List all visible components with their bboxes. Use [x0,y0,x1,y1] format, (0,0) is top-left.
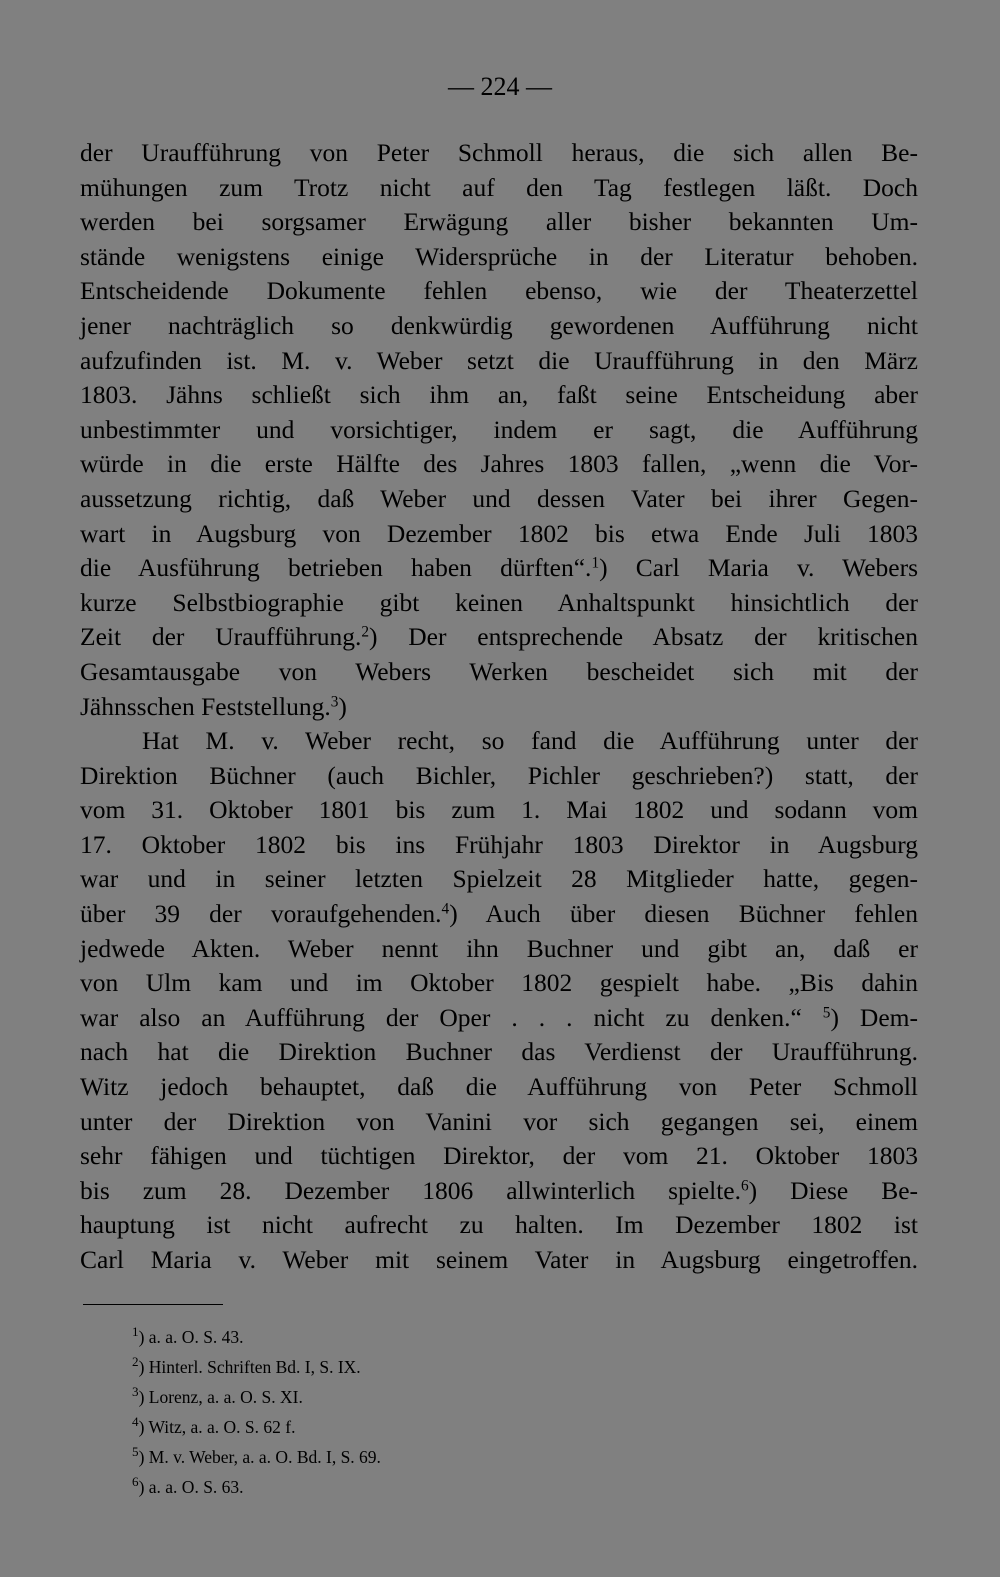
text-line [80,274,918,309]
text-line-continuation: ) Diese Be- [748,1175,919,1205]
text-line [80,828,918,863]
text-line-content: 17. Oktober 1802 bis ins Frühjahr 1803 Direktor in Augsburg [80,829,918,859]
footnote-text: ) a. a. O. S. 43. [138,1327,244,1347]
footnote-reference: 2 [361,623,369,641]
text-line [80,1208,918,1243]
text-line-content: 1803. Jähns schließt sich ihm an, faßt seine Entscheidung aber [80,380,918,410]
footnote-text: ) Lorenz, a. a. O. S. XI. [138,1387,303,1407]
footnote-reference: 1 [591,554,600,572]
body-text [80,136,918,1278]
text-line [80,240,918,275]
footnote-mark: 4 [132,1413,139,1429]
text-line [80,551,918,586]
text-line-content: Carl Maria v. Weber mit seinem Vater in Augsburg eingetroffen. [80,1245,918,1274]
footnote-reference: 5 [822,1004,831,1022]
text-line-content: Witz jedoch behauptet, daß die Aufführung von Peter Schmoll [80,1072,918,1102]
footnote-mark: 2 [132,1353,139,1369]
text-line [80,1035,918,1070]
footnote-mark: 5 [132,1443,139,1459]
text-line-content: von Ulm kam und im Oktober 1802 gespielt habe. „Bis dahin [80,968,918,998]
text-line-content: Zeit der Uraufführung. [80,622,362,652]
text-line-content: unter der Direktion von Vanini vor sich gegangen sei, einem [80,1106,918,1136]
text-line-content: sehr fähigen und tüchtigen Direktor, der vom 21. Oktober 1803 [80,1141,918,1171]
text-line-content: über 39 der voraufgehenden. [80,899,442,929]
footnote-reference: 3 [330,693,339,711]
text-line [80,655,918,690]
text-line [80,1139,918,1174]
text-line [80,517,918,552]
text-line-content: Entscheidende Dokumente fehlen ebenso, wie der Theaterzettel [80,276,918,306]
footnote-mark: 1 [132,1323,139,1339]
footnote [132,1352,381,1382]
text-line-content: stände wenigstens einige Widersprüche in der Literatur behoben. [80,241,918,271]
text-line-content: Hat M. v. Weber recht, so fand die Aufführung unter der [142,726,918,756]
text-line [80,966,918,1001]
text-line-content: jener nachträglich so denkwürdig gewordenen Aufführung nicht [80,310,918,340]
text-line [80,759,918,794]
footnote [132,1442,381,1472]
text-line [80,793,918,828]
footnote [132,1412,381,1442]
footnote-reference: 4 [441,900,450,918]
footnote-mark: 6 [132,1473,139,1489]
text-line-content: Gesamtausgabe von Webers Werken bescheidet sich mit der [80,656,918,686]
footnote [132,1382,381,1412]
text-line-continuation: ) Dem- [830,1002,918,1032]
text-line-content: der Uraufführung von Peter Schmoll heraus, die sich allen Be- [80,138,918,167]
footnote-reference: 6 [741,1177,749,1195]
text-line [80,205,918,240]
text-line-content: hauptung ist nicht aufrecht zu halten. Im Dezember 1802 ist [80,1210,918,1240]
footnote-text: ) Witz, a. a. O. S. 62 f. [138,1417,296,1437]
text-line [80,932,918,967]
text-line [80,1070,918,1105]
text-line [80,447,918,482]
text-line [80,344,918,379]
footnote [132,1322,381,1352]
text-line-content: mühungen zum Trotz nicht auf den Tag festlegen läßt. Doch [80,172,918,202]
text-line-content: werden bei sorgsamer Erwägung aller bisher bekannten Um- [80,207,918,237]
text-line-content: kurze Selbstbiographie gibt keinen Anhaltspunkt hinsichtlich der [80,587,918,617]
footnote-text: ) a. a. O. S. 63. [138,1477,244,1497]
page-number: — 224 — [448,72,552,101]
text-line [80,1243,918,1278]
text-line [80,136,918,171]
text-line [80,620,918,655]
text-line-continuation: ) Carl Maria v. Webers [599,553,918,583]
text-line-content: würde in die erste Hälfte des Jahres 1803 fallen, „wenn die Vor- [80,449,918,479]
text-line-content: Jähnsschen Feststellung. [80,691,331,721]
text-line-continuation: ) Auch über diesen Büchner fehlen [449,899,918,929]
text-line-content: jedwede Akten. Weber nennt ihn Buchner und gibt an, daß er [80,933,918,963]
text-line-continuation: ) Der entsprechende Absatz der kritischen [368,622,918,652]
text-line [80,413,918,448]
footnotes [132,1322,381,1502]
text-line-content: unbestimmter und vorsichtiger, indem er sagt, die Aufführung [80,414,918,444]
footnote-mark: 3 [132,1383,139,1399]
text-line [80,378,918,413]
text-line-content: Direktion Büchner (auch Bichler, Pichler geschrieben?) statt, der [80,760,918,790]
text-line [80,586,918,621]
footnote-text: ) M. v. Weber, a. a. O. Bd. I, S. 69. [138,1447,381,1467]
text-line [80,897,918,932]
footnote-separator [83,1304,223,1305]
text-line-content: bis zum 28. Dezember 1806 allwinterlich spielte. [80,1175,742,1205]
text-line [80,724,918,759]
text-line-continuation: ) [338,691,347,721]
text-line-content: vom 31. Oktober 1801 bis zum 1. Mai 1802 und sodann vom [80,795,918,825]
text-line [80,171,918,206]
text-line-content: die Ausführung betrieben haben dürften“. [80,553,592,583]
text-line-content: nach hat die Direktion Buchner das Verdienst der Uraufführung. [80,1037,918,1067]
text-line [80,1174,918,1209]
text-line-content: war also an Aufführung der Oper . . . nicht zu denken.“ [80,1002,823,1032]
text-line [80,690,918,725]
footnote-text: ) Hinterl. Schriften Bd. I, S. IX. [138,1357,361,1377]
text-line [80,862,918,897]
text-line-content: wart in Augsburg von Dezember 1802 bis etwa Ende Juli 1803 [80,518,918,548]
text-line-content: aufzufinden ist. M. v. Weber setzt die Uraufführung in den März [80,345,918,375]
text-line [80,1001,918,1036]
text-line-content: aussetzung richtig, daß Weber und dessen Vater bei ihrer Gegen- [80,483,918,513]
text-line [80,1105,918,1140]
text-line [80,482,918,517]
footnote [132,1472,381,1502]
text-line-content: war und in seiner letzten Spielzeit 28 Mitglieder hatte, gegen- [80,864,918,894]
text-line [80,309,918,344]
